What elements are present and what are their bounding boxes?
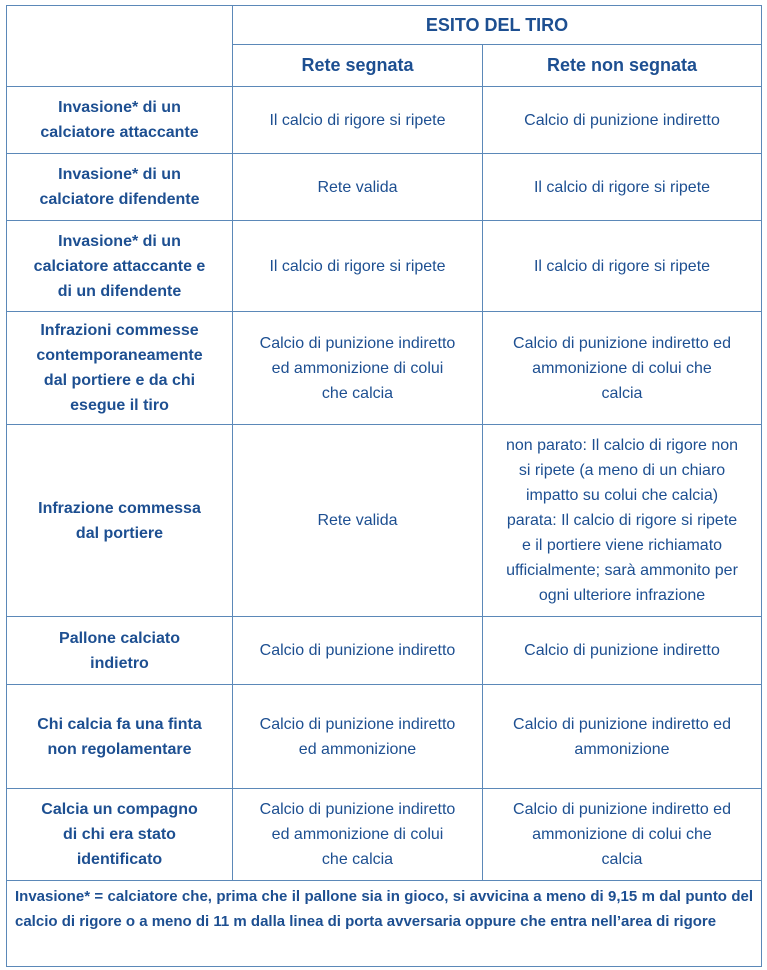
penalty-infringement-table — [6, 5, 762, 967]
text-line: Pallone calciato — [59, 629, 180, 647]
text-line: Calcio di punizione indiretto ed — [513, 801, 731, 818]
row-label — [7, 425, 233, 617]
text-line: ufficialmente; sarà ammonito per — [506, 562, 738, 579]
text-line: Invasione* di un — [58, 99, 181, 116]
text-line: parata: Il calcio di rigore si ripete — [506, 512, 738, 529]
text-line: che calcia — [321, 384, 394, 402]
text-line: Rete valida — [317, 178, 398, 196]
row-label — [7, 154, 233, 221]
text-line: ammonizione di colui che — [532, 826, 712, 843]
text-line: calcia — [601, 851, 643, 868]
text-line: che calcia — [321, 851, 394, 868]
table-row — [7, 221, 762, 312]
text-line: ammonizione — [574, 740, 670, 758]
cell-scored — [233, 685, 483, 789]
text-line: ed ammonizione di colui — [271, 359, 444, 377]
table-title: ESITO DEL TIRO — [233, 6, 762, 45]
text-line: Infrazioni commesse — [40, 322, 199, 339]
cell-scored — [233, 425, 483, 617]
text-line: di un difendente — [57, 282, 182, 300]
text-line: Calcio di punizione indiretto — [259, 642, 456, 659]
row-label — [7, 87, 233, 154]
cell-not-scored — [483, 221, 762, 312]
cell-scored — [233, 617, 483, 685]
text-line: identificato — [76, 851, 163, 868]
corner-empty-cell — [7, 6, 233, 87]
cell-not-scored — [483, 685, 762, 789]
text-line: non parato: Il calcio di rigore non — [505, 437, 739, 454]
text-line: impatto su colui che calcia) — [525, 487, 719, 504]
row-label — [7, 685, 233, 789]
text-line: Calcio di punizione indiretto — [524, 642, 720, 659]
text-line: Infrazione commessa — [38, 499, 201, 517]
text-line: calcia — [601, 384, 643, 402]
text-line: Invasione* di un — [58, 232, 181, 250]
text-line: Calcia un compagno — [41, 801, 198, 818]
text-line: Il calcio di rigore si ripete — [533, 257, 711, 275]
text-line: Il calcio di rigore si ripete — [269, 257, 446, 275]
table-row — [7, 425, 762, 617]
cell-not-scored — [483, 87, 762, 154]
text-line: calciatore attaccante e — [33, 257, 206, 275]
table-row — [7, 789, 762, 881]
text-line: dal portiere e da chi — [43, 372, 196, 389]
text-line: indietro — [90, 654, 149, 672]
text-line: Il calcio di rigore si ripete — [269, 111, 446, 129]
text-line: e il portiere viene richiamato — [521, 537, 723, 554]
text-line: calciatore difendente — [39, 191, 200, 208]
text-line: Chi calcia fa una finta — [37, 715, 202, 733]
text-line: non regolamentare — [47, 740, 192, 758]
row-label — [7, 312, 233, 425]
text-line: Calcio di punizione indiretto — [259, 801, 456, 818]
header-row-title — [7, 6, 762, 45]
text-line: Rete valida — [317, 512, 398, 529]
text-line: di chi era stato — [63, 826, 176, 843]
text-line: ammonizione di colui che — [532, 359, 712, 377]
text-line: ed ammonizione — [298, 740, 417, 758]
table-row — [7, 154, 762, 221]
text-line: esegue il tiro — [70, 397, 169, 414]
text-line: ed ammonizione di colui — [271, 826, 444, 843]
table-row — [7, 312, 762, 425]
text-line: ogni ulteriore infrazione — [538, 587, 706, 604]
row-label — [7, 789, 233, 881]
text-line: Calcio di punizione indiretto ed — [513, 715, 731, 733]
footnote-row — [7, 881, 762, 967]
column-header-scored: Rete segnata — [233, 45, 483, 87]
cell-scored — [233, 154, 483, 221]
row-label — [7, 221, 233, 312]
text-line: Il calcio di rigore si ripete — [533, 178, 711, 196]
text-line: Calcio di punizione indiretto — [524, 111, 720, 129]
cell-not-scored — [483, 789, 762, 881]
cell-scored — [233, 789, 483, 881]
cell-not-scored — [483, 154, 762, 221]
cell-scored — [233, 87, 483, 154]
table-row — [7, 685, 762, 789]
table-row — [7, 617, 762, 685]
cell-not-scored — [483, 425, 762, 617]
cell-scored — [233, 312, 483, 425]
table-row — [7, 87, 762, 154]
cell-not-scored — [483, 617, 762, 685]
text-line: Calcio di punizione indiretto — [259, 715, 456, 733]
row-label — [7, 617, 233, 685]
text-line: calciatore attaccante — [40, 124, 199, 141]
footnote: Invasione* = calciatore che, prima che il pallone sia in gioco, si avvicina a meno di 9,15 m dal punto del calcio di rigore o a meno di 11 m dalla linea di porta avversaria oppure che entra nell’area di rigore — [7, 881, 762, 967]
text-line: dal portiere — [75, 524, 164, 542]
column-header-not-scored: Rete non segnata — [483, 45, 762, 87]
text-line: si ripete (a meno di un chiaro — [518, 462, 726, 479]
text-line: Calcio di punizione indiretto ed — [513, 334, 731, 352]
text-line: contemporaneamente — [36, 347, 203, 364]
text-line: Calcio di punizione indiretto — [259, 334, 456, 352]
cell-not-scored — [483, 312, 762, 425]
cell-scored — [233, 221, 483, 312]
text-line: Invasione* di un — [58, 166, 181, 183]
